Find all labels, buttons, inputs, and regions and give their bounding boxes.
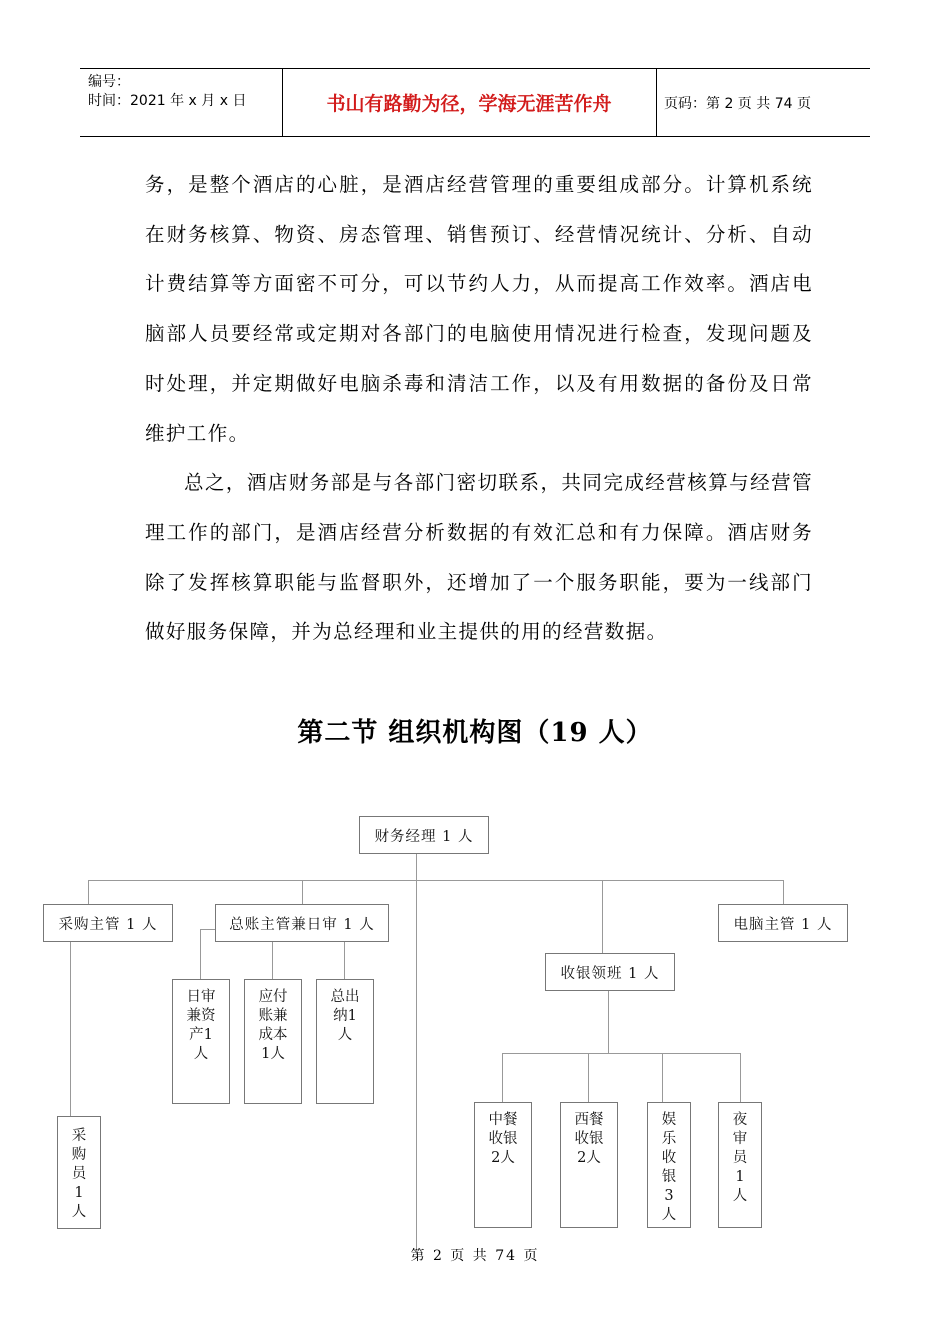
- org-node-chinese-restaurant-cashier: 中餐收银2人: [474, 1102, 532, 1228]
- org-node-chief-cashier: 总出纳1人: [316, 979, 374, 1104]
- connector-line: [88, 880, 89, 904]
- org-node-computer-supervisor: 电脑主管 1 人: [718, 904, 848, 942]
- connector-line: [783, 880, 784, 904]
- page-footer: 第 2 页 共 74 页: [410, 1248, 540, 1264]
- connector-line: [88, 880, 784, 881]
- document-number-label: 编号：: [88, 74, 130, 90]
- org-node-night-auditor: 夜审员1人: [718, 1102, 762, 1228]
- org-node-western-restaurant-cashier: 西餐收银2人: [560, 1102, 618, 1228]
- connector-line: [588, 1053, 589, 1102]
- connector-line: [70, 940, 71, 1116]
- paragraph: 总之，酒店财务部是与各部门密切联系，共同完成经营核算与经营管理工作的部门，是酒店经营分析数据的有效汇总和有力保障。酒店财务除了发挥核算职能与监督职外，还增加了一个服务职能，要为一线部门做好服务保障，并为总经理和业主提供的用的经营数据。: [145, 471, 813, 644]
- org-node-daily-audit: 日审兼资产1人: [172, 979, 230, 1104]
- paragraph: 务，是整个酒店的心脏，是酒店经营管理的重要组成部分。计算机系统在财务核算、物资、房态管理、销售预订、经营情况统计、分析、自动计费结算等方面密不可分，可以节约人力，从而提高工作效率。酒店电脑部人员要经常或定期对各部门的电脑使用情况进行检查，发现问题及时处理，并定期做好电脑杀毒和清洁工作，以及有用数据的备份及日常维护工作。: [145, 173, 813, 445]
- connector-line: [272, 940, 273, 979]
- connector-line: [608, 991, 609, 1053]
- org-node-ledger-supervisor: 总账主管兼日审 1 人: [215, 904, 389, 942]
- connector-line: [502, 1053, 740, 1054]
- connector-line: [502, 1053, 503, 1102]
- document-time: 时间：2021 年 x 月 x 日: [88, 93, 247, 109]
- connector-line: [416, 854, 417, 1254]
- header-motto: 书山有路勤为径，学海无涯苦作舟: [326, 93, 612, 115]
- header-page-count: 页码：第 2 页 共 74 页: [664, 95, 811, 112]
- org-node-purchasing-supervisor: 采购主管 1 人: [43, 904, 173, 942]
- org-node-payables: 应付账兼成本1人: [244, 979, 302, 1104]
- org-node-finance-manager: 财务经理 1 人: [359, 816, 489, 854]
- org-node-entertainment-cashier: 娱乐收银3人: [647, 1102, 691, 1228]
- org-node-cashier-lead: 收银领班 1 人: [545, 953, 675, 991]
- connector-line: [602, 880, 603, 954]
- connector-line: [302, 880, 303, 904]
- connector-line: [740, 1053, 741, 1102]
- org-node-purchaser: 采购员1人: [57, 1116, 101, 1229]
- connector-line: [200, 929, 201, 979]
- connector-line: [662, 1053, 663, 1102]
- section-title: 第二节 组织机构图（19 人）: [297, 718, 653, 748]
